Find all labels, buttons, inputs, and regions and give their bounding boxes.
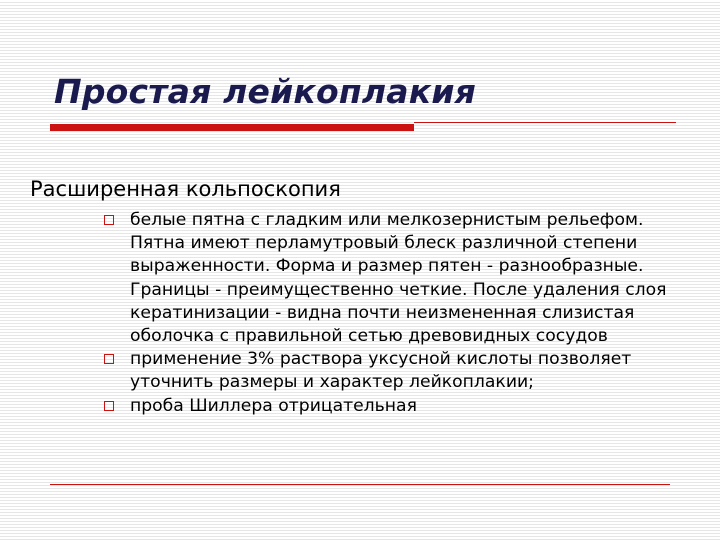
hollow-square-icon [104, 354, 114, 364]
bullet-text: проба Шиллера отрицательная [130, 395, 417, 416]
title-divider-line [414, 122, 676, 123]
bullet-list [102, 209, 682, 418]
bullet-text: применение 3% раствора уксусной кислоты позволяет уточнить размеры и характер лейкоплакии; [130, 349, 632, 393]
hollow-square-icon [104, 215, 114, 225]
slide-title: Простая лейкоплакия [54, 72, 477, 111]
hollow-square-icon [104, 401, 114, 411]
title-accent-bar [50, 124, 414, 131]
footer-divider-line [50, 484, 670, 485]
list-item [102, 348, 682, 394]
list-item [102, 209, 682, 348]
list-item [102, 395, 682, 418]
bullet-text: белые пятна с гладким или мелкозернистым рельефом. Пятна имеют перламутровый блеск различной степени выраженности. Форма и размер пятен - разнообразные. Границы - преимущественно четкие. После удаления слоя кератинизации - видна почти неизмененная слизистая оболочка с правильной сетью древовидных сосудов [130, 210, 667, 347]
slide-subtitle: Расширенная кольпоскопия [30, 177, 341, 201]
